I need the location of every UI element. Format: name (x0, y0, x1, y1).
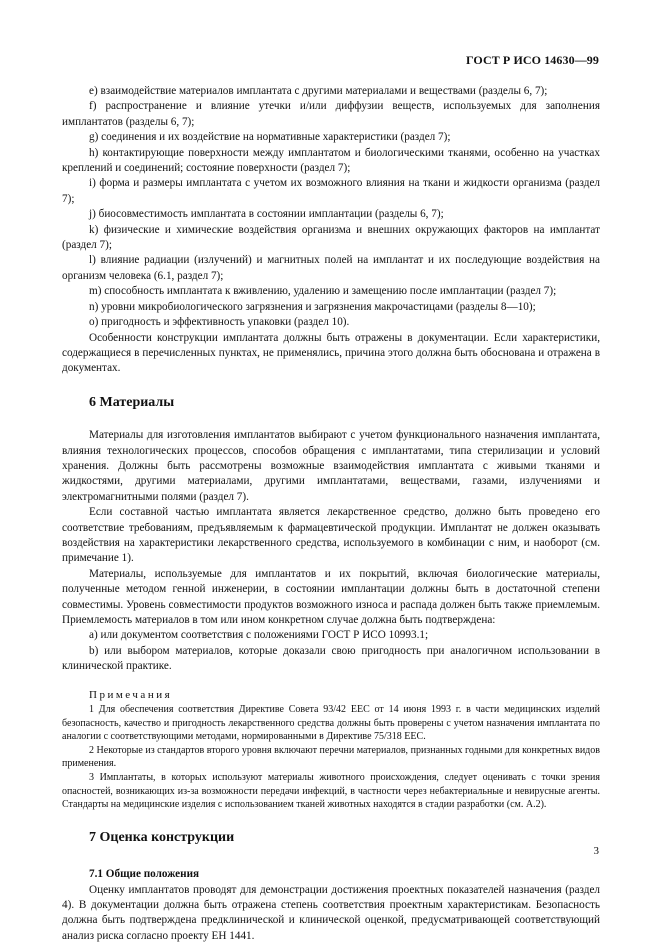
list-item-g: g) соединения и их воздействие на нормативные характеристики (раздел 7); (89, 131, 451, 144)
standard-header: ГОСТ Р ИСО 14630—99 (465, 53, 599, 67)
list-item-m: m) способность имплантата к вживлению, удалению и замещению после имплантации (раздел 7); (89, 285, 557, 298)
section-7-paragraph-1: Оценку имплантатов проводят для демонстрации достижения проектных показателей назначения (раздел 4). В документации должна быть отражена степень соответствия проектным характеристикам. Безопасность должна быть подтверждена предклинической и клинической оценкой, предусматривающей соответствующий анализ риска согласно проекту ЕН 1441. (62, 883, 600, 942)
note-3: 3 Имплантаты, в которых используют материалы животного происхождения, следует оценивать с точки зрения опасностей, возникающих из-за возможности передачи инфекций, в частности через небактериальные и невирусные агенты. Стандарты на медицинские изделия с использованием тканей животных находятся в стадии разработки (см. А.2). (62, 772, 600, 811)
list-item-k: k) физические и химические воздействия организма и внешних окружающих факторов на имплантат (раздел 7); (62, 223, 600, 252)
list-item-o: о) пригодность и эффективность упаковки (раздел 10). (89, 316, 350, 329)
list-item-n: n) уровни микробиологического загрязнения и загрязнения макрочастицами (разделы 8—10); (89, 300, 536, 313)
section-6-item-a: а) или документом соответствия с положениями ГОСТ Р ИСО 10993.1; (89, 629, 429, 642)
list-item-i: i) форма и размеры имплантата с учетом их возможного влияния на ткани и жидкости организма (раздел 7); (62, 177, 600, 205)
list-item-h: h) контактирующие поверхности между имплантатом и биологическими тканями, особенно на участках креплений и соединений; состояние поверхности (раздел 7); (62, 146, 600, 175)
section-7-heading: 7 Оценка конструкции (89, 829, 235, 845)
features-paragraph: Особенности конструкции имплантата должны быть отражены в документации. Если характеристики, содержащиеся в перечисленных пунктах, не применялись, причина этого должна быть обоснована и отражена в документах. (62, 331, 600, 375)
section-6-paragraph-1: Материалы для изготовления имплантатов выбирают с учетом функционального назначения имплантата, влияния технологических процессов, способов обращения с имплантатами, типа стерилизации и условий хранения. Должны быть рассмотрены возможные взаимодействия имплантата с живыми тканями и жидкостями, другими материалами, другими имплантатами, веществами, газами, излучениями и электромагнитными полями (раздел 7). (62, 429, 600, 503)
note-2: 2 Некоторые из стандартов второго уровня включают перечни материалов, признанных годными для конкретных видов применения. (62, 744, 600, 770)
list-item-l: l) влияние радиации (излучений) и магнитных полей на имплантат и их последующие воздействия на организм человека (6.1, раздел 7); (62, 254, 600, 282)
notes-title: Примечания (89, 688, 173, 701)
subsection-7-1-heading: 7.1 Общие положения (89, 868, 200, 881)
list-item-e: е) взаимодействие материалов имплантата с другими материалами и веществами (разделы 6, 7); (89, 85, 548, 97)
section-6-paragraph-2: Если составной частью имплантата является лекарственное средство, должно быть проведено его соответствие требованиям, предъявляемым к фармацевтической продукции. Имплантат не должен оказывать воздействия на характеристики лекарственного средства, используемого в комбинации с ним, и наоборот (см. примечание 1). (62, 506, 600, 565)
section-6-heading: 6 Материалы (89, 394, 175, 410)
note-1: 1 Для обеспечения соответствия Директиве Совета 93/42 ЕЕС от 14 июня 1993 г. в части медицинских изделий безопасность, качество и пригодность лекарственного средства должны быть проверены с учетом назначения имплантата по аналогии с соответствующими методами, нормированными в Директиве 75/318 ЕЕС. (62, 704, 600, 743)
section-6-paragraph-3: Материалы, используемые для имплантатов и их покрытий, включая биологические материалы, полученные методом генной инженерии, в состоянии имплантации должны быть в достаточной степени совместимы. Уровень совместимости продуктов возможного износа и распада должен быть также приемлемым. Приемлемость материалов в том или ином конкретном случае должна быть подтверждена: (62, 567, 600, 626)
page-number: 3 (593, 845, 599, 857)
list-item-j: j) биосовместимость имплантата в состоянии имплантации (разделы 6, 7); (89, 208, 444, 221)
page-content (62, 84, 600, 944)
list-item-f: f) распространение и влияние утечки и/или диффузии веществ, используемых для заполнения имплантатов (разделы 6, 7); (62, 100, 600, 128)
section-6-item-b: b) или выбором материалов, которые доказали свою пригодность при аналогичном использовании в клинической практике. (62, 644, 600, 673)
